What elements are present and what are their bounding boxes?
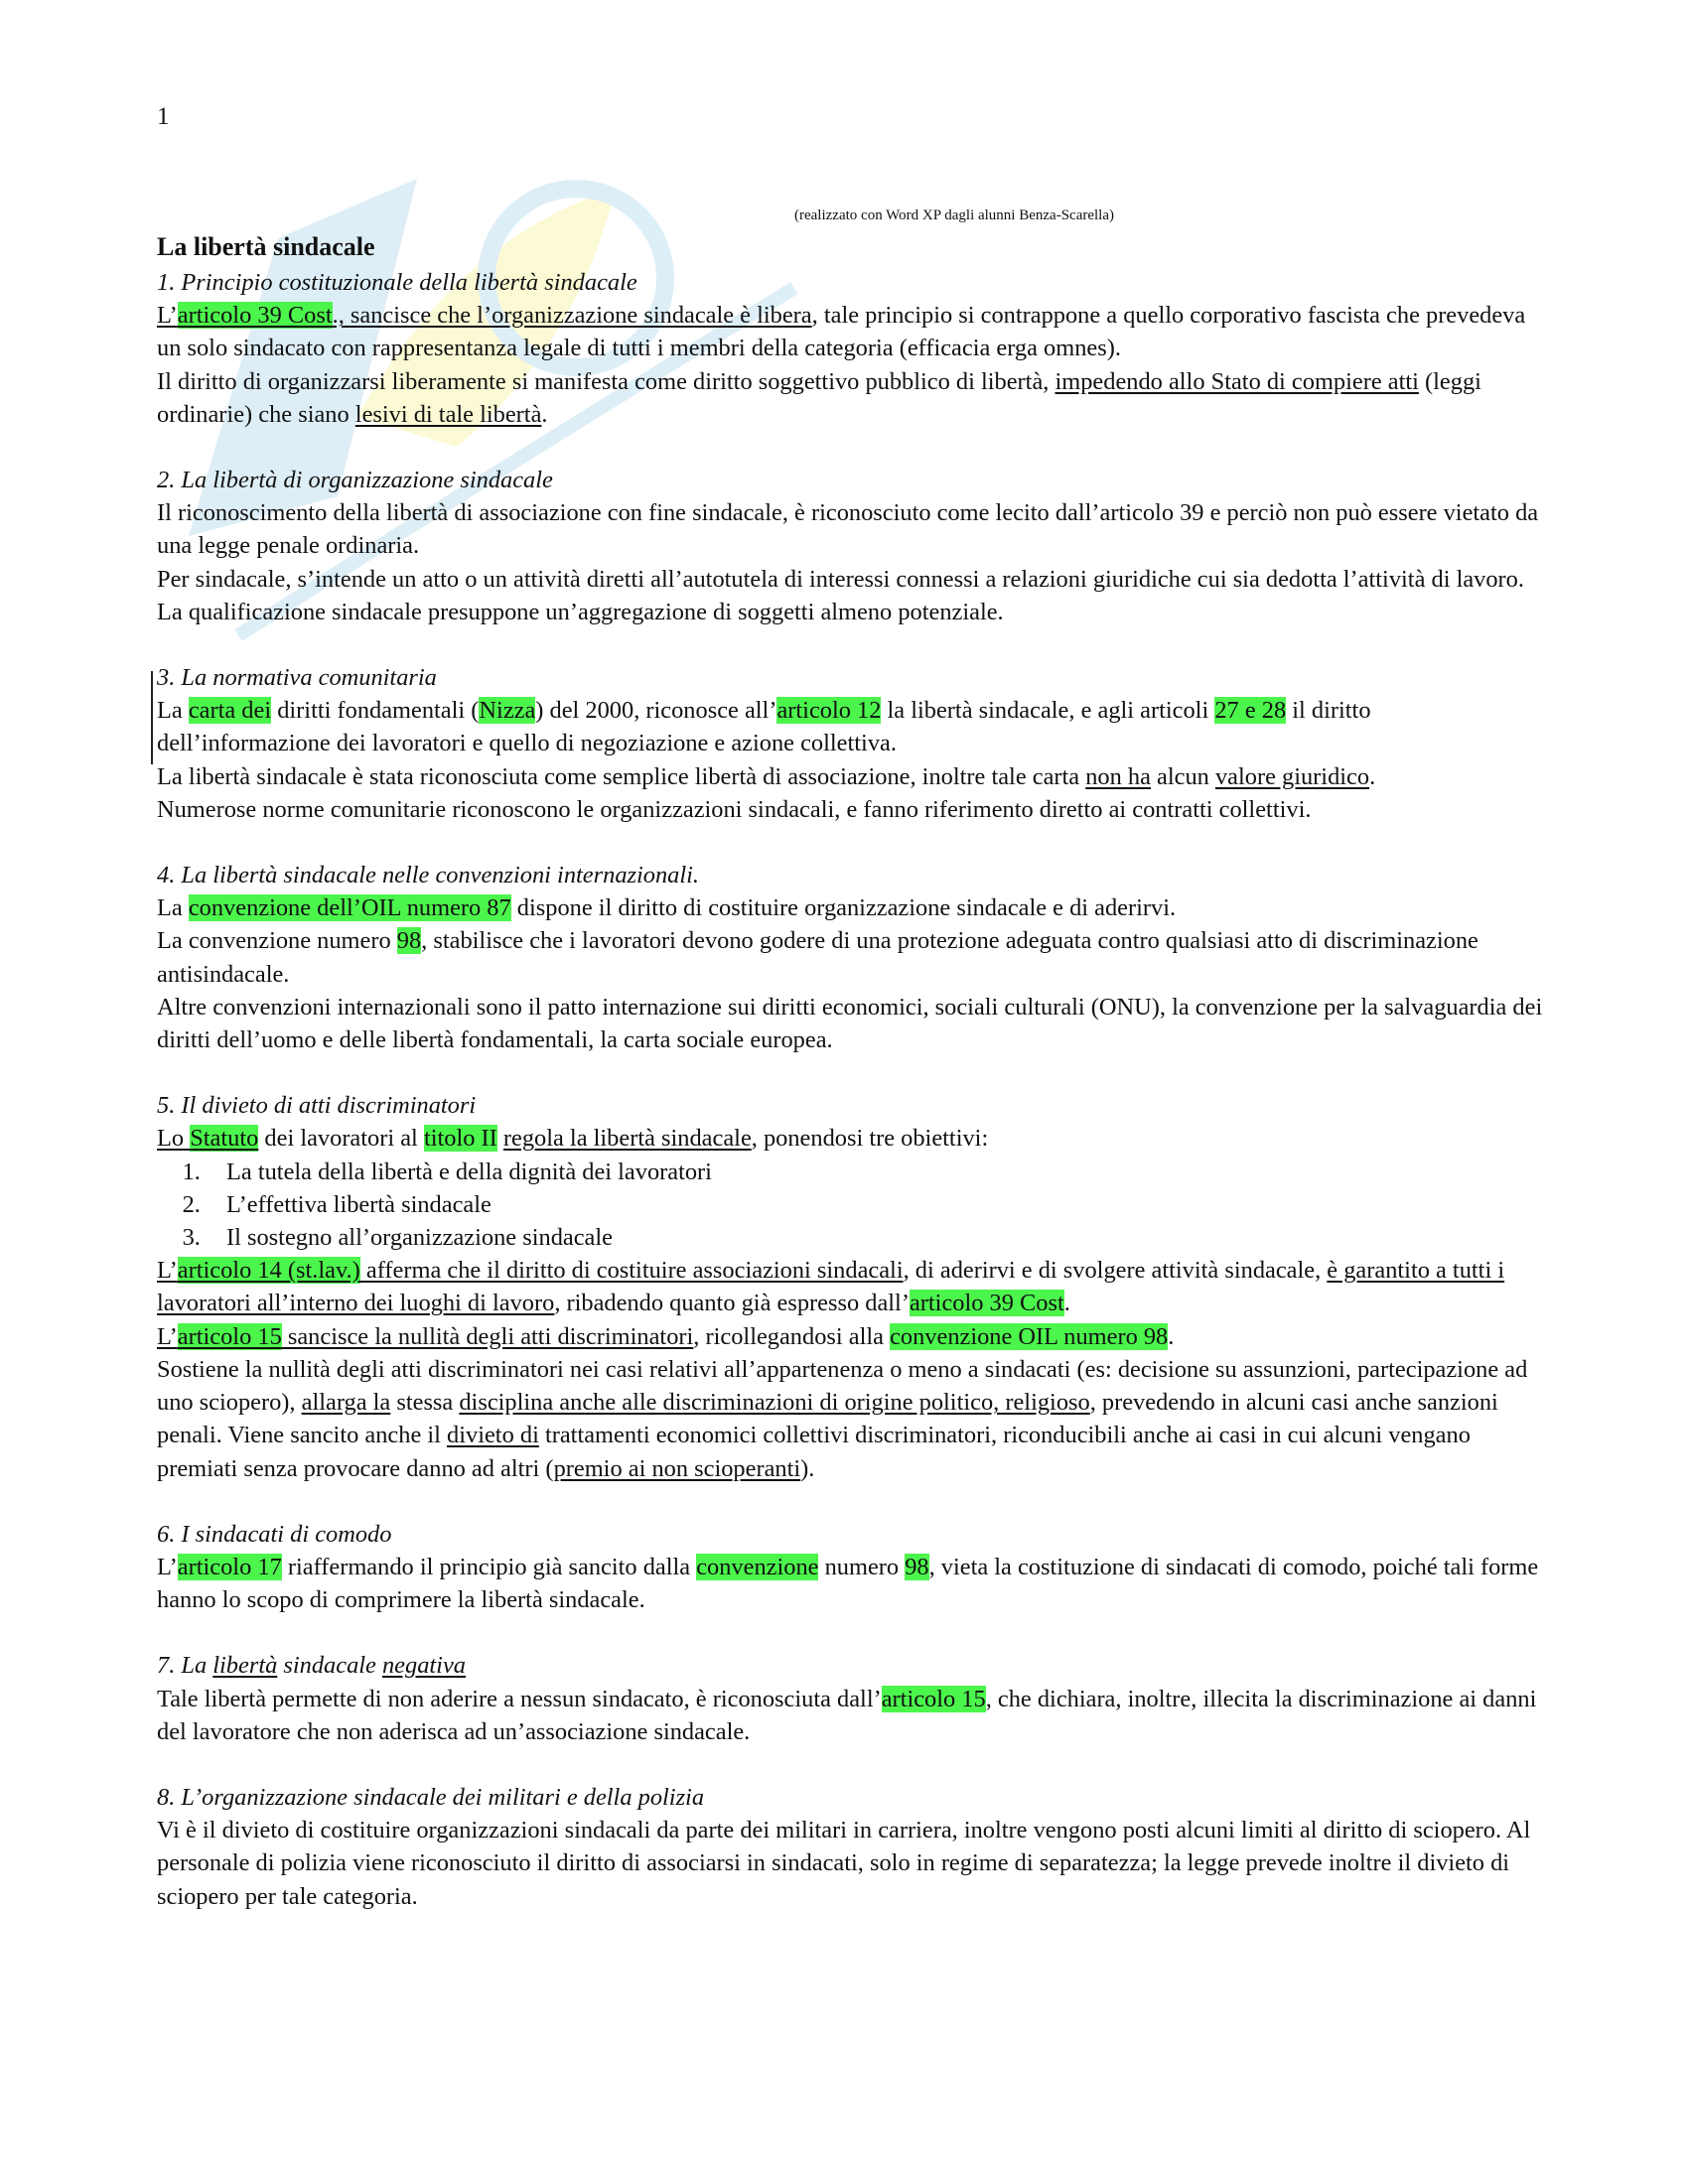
- section-8: [157, 1781, 1547, 1913]
- section-heading: 3. La normativa comunitaria: [157, 664, 437, 692]
- highlight: articolo 39 Cost: [909, 1290, 1064, 1317]
- paragraph: Vi è il divieto di costituire organizzazioni sindacali da parte dei militari in carriera, inoltre vengono posti alcuni limiti al diritto di sciopero. Al personale di polizia viene riconosciuto il diritto di associarsi in sindacati, solo in regime di separatezza; la legge prevede inoltre il divieto di sciopero per tale categoria.: [157, 1817, 1531, 1910]
- section-4: [157, 859, 1547, 1056]
- underlined-text: impedendo allo Stato di compiere atti: [1055, 367, 1419, 395]
- text-run: , tale principio si contrappone a quello corporativo fascista che prevedeva un solo sindacato con rappresentanza legale di tutti i membri della categoria (efficacia erga omnes).: [157, 302, 1526, 362]
- paragraph: Lo Statuto dei lavoratori al titolo II regola la libertà sindacale, ponendosi tre obiettivi:: [157, 1125, 989, 1153]
- document-body: [157, 266, 1547, 1946]
- section-6: [157, 1518, 1547, 1617]
- paragraph: L’articolo 17 riaffermando il principio già sancito dalla convenzione numero 98, vieta la costituzione di sindacati di comodo, poiché tali forme hanno lo scopo di comprimere la libertà sindacale.: [157, 1553, 1539, 1614]
- paragraph: La convenzione dell’OIL numero 87 dispone il diritto di costituire organizzazione sindacale e di aderirvi.: [157, 894, 1177, 922]
- section-1: [157, 266, 1547, 431]
- paragraph: L’articolo 14 (st.lav.) afferma che il diritto di costituire associazioni sindacali, di aderirvi e di svolgere attività sindacale, è garantito a tutti i lavoratori all’interno dei luoghi di lavoro, ribadendo quanto già espresso dall’articolo 39 Cost.: [157, 1257, 1505, 1317]
- list-item: 1. La tutela della libertà e della dignità dei lavoratori: [207, 1156, 1547, 1188]
- revision-bar: [151, 671, 153, 764]
- section-heading: 1. Principio costituzionale della libertà sindacale: [157, 269, 637, 296]
- highlight: Statuto: [190, 1125, 259, 1153]
- underlined-text: disciplina anche alle discriminazioni di origine politico, religioso: [459, 1389, 1090, 1417]
- highlight: articolo 12: [776, 697, 882, 725]
- paragraph: La libertà sindacale è stata riconosciuta come semplice libertà di associazione, inoltre tale carta non ha alcun valore giuridico.: [157, 762, 1376, 790]
- underlined-text: negativa: [381, 1652, 466, 1680]
- underlined-text: lesivi di tale libertà: [354, 400, 542, 428]
- underlined-text: premio ai non scioperanti: [553, 1454, 801, 1482]
- paragraph: Il riconoscimento della libertà di associazione con fine sindacale, è riconosciuto come lecito dall’articolo 39 e perciò non può essere vietato da una legge penale ordinaria.: [157, 499, 1539, 560]
- section-heading: 4. La libertà sindacale nelle convenzioni internazionali.: [157, 862, 700, 889]
- highlight: 98: [396, 927, 422, 955]
- highlight: articolo 14 (st.lav.): [177, 1257, 360, 1285]
- paragraph: La carta dei diritti fondamentali (Nizza) del 2000, riconosce all’articolo 12 la libertà sindacale, e agli articoli 27 e 28 il diritto dell’informazione dei lavoratori e quello di negoziazione e azione collettiva.: [157, 697, 1371, 757]
- highlight: i: [264, 697, 272, 725]
- highlight: articolo 17: [177, 1553, 282, 1580]
- highlight: Nizza: [479, 697, 536, 725]
- text-run: L’articolo 39 Cost., sancisce che l’organizzazione sindacale è libera: [157, 302, 812, 330]
- list-item: 2. L’effettiva libertà sindacale: [207, 1188, 1547, 1221]
- highlight: 27 e 28: [1214, 697, 1287, 725]
- section-2: [157, 464, 1547, 628]
- page-number: 1: [157, 103, 170, 130]
- section-heading: 5. Il divieto di atti discriminatori: [157, 1092, 477, 1120]
- section-heading: 8. L’organizzazione sindacale dei militari e della polizia: [157, 1783, 705, 1811]
- section-heading: 6. I sindacati di comodo: [157, 1520, 392, 1548]
- objectives-list: [157, 1156, 1547, 1255]
- highlight: articolo 15: [177, 1322, 282, 1350]
- text-run: L’articolo 15 sancisce la nullità degli atti discriminatori: [157, 1322, 694, 1350]
- paragraph: Per sindacale, s’intende un atto o un attività diretti all’autotutela di interessi connessi a relazioni giuridiche cui sia dedotta l’attività di lavoro. La qualificazione sindacale presuppone un’aggregazione di soggetti almeno potenziale.: [157, 565, 1524, 625]
- credit-note: (realizzato con Word XP dagli alunni Benza-Scarella): [794, 207, 1114, 223]
- highlight: convenzione dell’OIL numero 87: [188, 894, 511, 922]
- highlight: articolo 15: [881, 1685, 986, 1712]
- highlight: 98: [905, 1553, 929, 1580]
- highlight: articolo 39 Cost: [177, 302, 333, 330]
- underlined-text: valore giuridico: [1214, 762, 1370, 790]
- text-run: L’articolo 14 (st.lav.) afferma che il diritto di costituire associazioni sindacali: [157, 1257, 904, 1285]
- highlight: carta de: [188, 697, 265, 725]
- underlined-text: è garantito a tutti i lavoratori all’interno dei luoghi di lavoro: [157, 1257, 1505, 1317]
- underlined-text: regola la libertà sindacale: [502, 1125, 752, 1153]
- paragraph: [157, 299, 1547, 364]
- section-3: [157, 661, 1547, 826]
- paragraph: La convenzione numero 98, stabilisce che i lavoratori devono godere di una protezione adeguata contro qualsiasi atto di discriminazione antisindacale.: [157, 927, 1478, 988]
- section-heading: 7. La libertà sindacale negativa: [157, 1652, 466, 1680]
- paragraph: Il diritto di organizzarsi liberamente si manifesta come diritto soggettivo pubblico di libertà, impedendo allo Stato di compiere atti (leggi ordinarie) che siano lesivi di tale libertà.: [157, 367, 1481, 428]
- paragraph: Tale libertà permette di non aderire a nessun sindacato, è riconosciuta dall’articolo 15, che dichiara, inoltre, illecita la discriminazione ai danni del lavoratore che non aderisca ad un’associazione sindacale.: [157, 1685, 1537, 1745]
- list-item: 3. Il sostegno all’organizzazione sindacale: [207, 1221, 1547, 1254]
- paragraph: Sostiene la nullità degli atti discriminatori nei casi relativi all’appartenenza o meno a sindacati (es: decisione su assunzioni, partecipazione ad uno sciopero), allarga la stessa disciplina anche alle discriminazioni di origine politico, religioso, prevedendo in alcuni casi anche sanzioni penali. Viene sancito anche il divieto di trattamenti economici collettivi discriminatori, riconducibili anche ai casi in cui alcuni vengano premiati senza provocare danno ad altri (premio ai non scioperanti).: [157, 1355, 1528, 1482]
- highlight: titolo II: [423, 1125, 497, 1153]
- highlight: convenzione OIL numero 98: [890, 1322, 1169, 1350]
- section-5: [157, 1089, 1547, 1484]
- paragraph: Numerose norme comunitarie riconoscono le organizzazioni sindacali, e fanno riferimento diretto ai contratti collettivi.: [157, 795, 1312, 823]
- underlined-text: non ha: [1085, 762, 1151, 790]
- underlined-text: libertà: [212, 1652, 278, 1680]
- paragraph: L’articolo 15 sancisce la nullità degli atti discriminatori, ricollegandosi alla convenzione OIL numero 98.: [157, 1322, 1175, 1350]
- paragraph: Altre convenzioni internazionali sono il patto internazione sui diritti economici, sociali culturali (ONU), la convenzione per la salvaguardia dei diritti dell’uomo e delle libertà fondamentali, la carta sociale europea.: [157, 993, 1543, 1054]
- section-heading: 2. La libertà di organizzazione sindacale: [157, 467, 553, 494]
- document-title: La libertà sindacale: [157, 232, 375, 261]
- underlined-text: divieto di: [447, 1422, 539, 1449]
- highlight: convenzione: [696, 1553, 819, 1580]
- underlined-text: allarga la: [301, 1389, 391, 1417]
- section-7: [157, 1649, 1547, 1748]
